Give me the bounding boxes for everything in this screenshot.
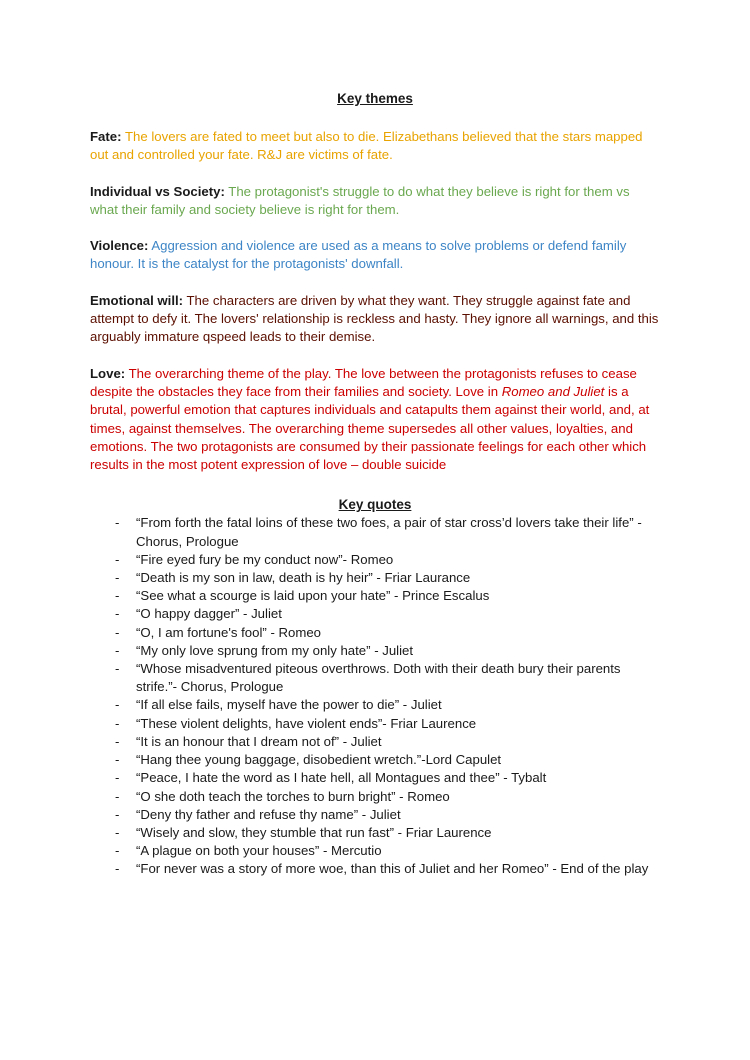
quote-text: “Whose misadventured piteous overthrows. Doth with their death bury their parents strife.”- Chorus, Prologue [136, 661, 621, 695]
quote-bullet: - [115, 661, 120, 677]
quote-bullet: - [115, 806, 120, 822]
quote-bullet: - [115, 606, 120, 622]
quote-item [90, 806, 660, 824]
quote-item [90, 860, 660, 878]
quote-bullet: - [115, 624, 120, 640]
theme-paragraph [90, 183, 660, 220]
quote-text: “My only love sprung from my only hate” - Juliet [136, 642, 414, 658]
quote-bullet: - [115, 843, 120, 859]
quote-item [90, 551, 660, 569]
quote-item [90, 642, 660, 660]
theme-description: Aggression and violence are used as a means to solve problems or defend family honour. It is the catalyst for the protagonists' downfall. [90, 238, 627, 272]
quote-text: “Fire eyed fury be my conduct now”- Romeo [136, 551, 394, 567]
quote-bullet: - [115, 515, 120, 531]
quote-text: “See what a scourge is laid upon your hate” - Prince Escalus [136, 588, 490, 604]
theme-paragraph [90, 237, 660, 274]
quote-bullet: - [115, 588, 120, 604]
quote-bullet: - [115, 824, 120, 840]
quote-item [90, 587, 660, 605]
theme-paragraph [90, 292, 660, 347]
quote-item [90, 733, 660, 751]
quote-bullet: - [115, 715, 120, 731]
quote-bullet: - [115, 752, 120, 768]
quotes-list [90, 514, 660, 878]
quote-item [90, 660, 660, 696]
theme-label: Individual vs Society: [90, 183, 225, 199]
quote-bullet: - [115, 551, 120, 567]
quote-text: “Hang thee young baggage, disobedient wretch.”-Lord Capulet [136, 752, 502, 768]
quote-text: “O happy dagger” - Juliet [136, 606, 282, 622]
themes-section [90, 128, 660, 474]
quote-text: “From forth the fatal loins of these two foes, a pair of star cross’d lovers take their life” - Chorus, Prologue [136, 515, 642, 549]
quote-text: “Deny thy father and refuse thy name” - Juliet [136, 806, 401, 822]
theme-description: is a brutal, powerful emotion that captures individuals and catapults them against their world, and, at times, against themselves. The overarching theme supersedes all other values, loyalties, and emotions. The two protagonists are consumed by their passionate feelings for each other which results in the most potent expression of love – double suicide [90, 383, 650, 473]
theme-description: The characters are driven by what they want. They struggle against fate and attempt to defy it. The lovers' relationship is reckless and hasty. They ignore all warnings, and this arguably immature qspeed leads to their demise. [90, 292, 659, 345]
quote-text: “A plague on both your houses” - Mercutio [136, 843, 382, 859]
theme-description: The overarching theme of the play. The love between the protagonists refuses to cease despite the obstacles they face from their families and society. Love in [90, 365, 637, 399]
quote-bullet: - [115, 642, 120, 658]
theme-label: Love: [90, 365, 126, 381]
theme-label: Fate: [90, 129, 122, 144]
quote-item [90, 605, 660, 623]
quote-item [90, 569, 660, 587]
quote-item [90, 788, 660, 806]
quote-bullet: - [115, 788, 120, 804]
theme-description: The protagonist's struggle to do what they believe is right for them vs what their family and society believe is right for them. [90, 183, 630, 217]
quote-item [90, 769, 660, 787]
quote-text: “If all else fails, myself have the power to die” - Juliet [136, 697, 442, 713]
quote-bullet: - [115, 861, 120, 877]
quote-text: “Peace, I hate the word as I hate hell, all Montagues and thee” - Tybalt [136, 770, 547, 786]
theme-description: Romeo and Juliet [501, 383, 605, 399]
quote-bullet: - [115, 570, 120, 586]
theme-description: The lovers are fated to meet but also to die. Elizabethans believed that the stars mapped out and controlled your fate. R&J are victims of fate. [90, 129, 643, 163]
quote-text: “These violent delights, have violent ends”- Friar Laurence [136, 715, 477, 731]
quote-text: “It is an honour that I dream not of” - Juliet [136, 733, 382, 749]
quote-text: “O, I am fortune's fool” - Romeo [136, 624, 322, 640]
quote-text: “Death is my son in law, death is hy heir” - Friar Laurance [136, 570, 471, 586]
quote-bullet: - [115, 770, 120, 786]
theme-label: Emotional will: [90, 292, 184, 308]
quote-text: “Wisely and slow, they stumble that run fast” - Friar Laurence [136, 824, 492, 840]
quote-text: “O she doth teach the torches to burn bright” - Romeo [136, 788, 450, 804]
quote-bullet: - [115, 697, 120, 713]
quote-item [90, 696, 660, 714]
theme-paragraph [90, 365, 660, 475]
themes-heading: Key themes [337, 91, 413, 106]
theme-paragraph [90, 128, 660, 165]
quote-item [90, 824, 660, 842]
quotes-heading: Key quotes [338, 497, 412, 513]
quote-item [90, 715, 660, 733]
quote-text: “For never was a story of more woe, than this of Juliet and her Romeo” - End of the play [136, 861, 649, 877]
theme-label: Violence: [90, 238, 149, 254]
quote-item [90, 751, 660, 769]
quote-item [90, 514, 660, 550]
quote-item [90, 624, 660, 642]
quote-item [90, 842, 660, 860]
quote-bullet: - [115, 733, 120, 749]
